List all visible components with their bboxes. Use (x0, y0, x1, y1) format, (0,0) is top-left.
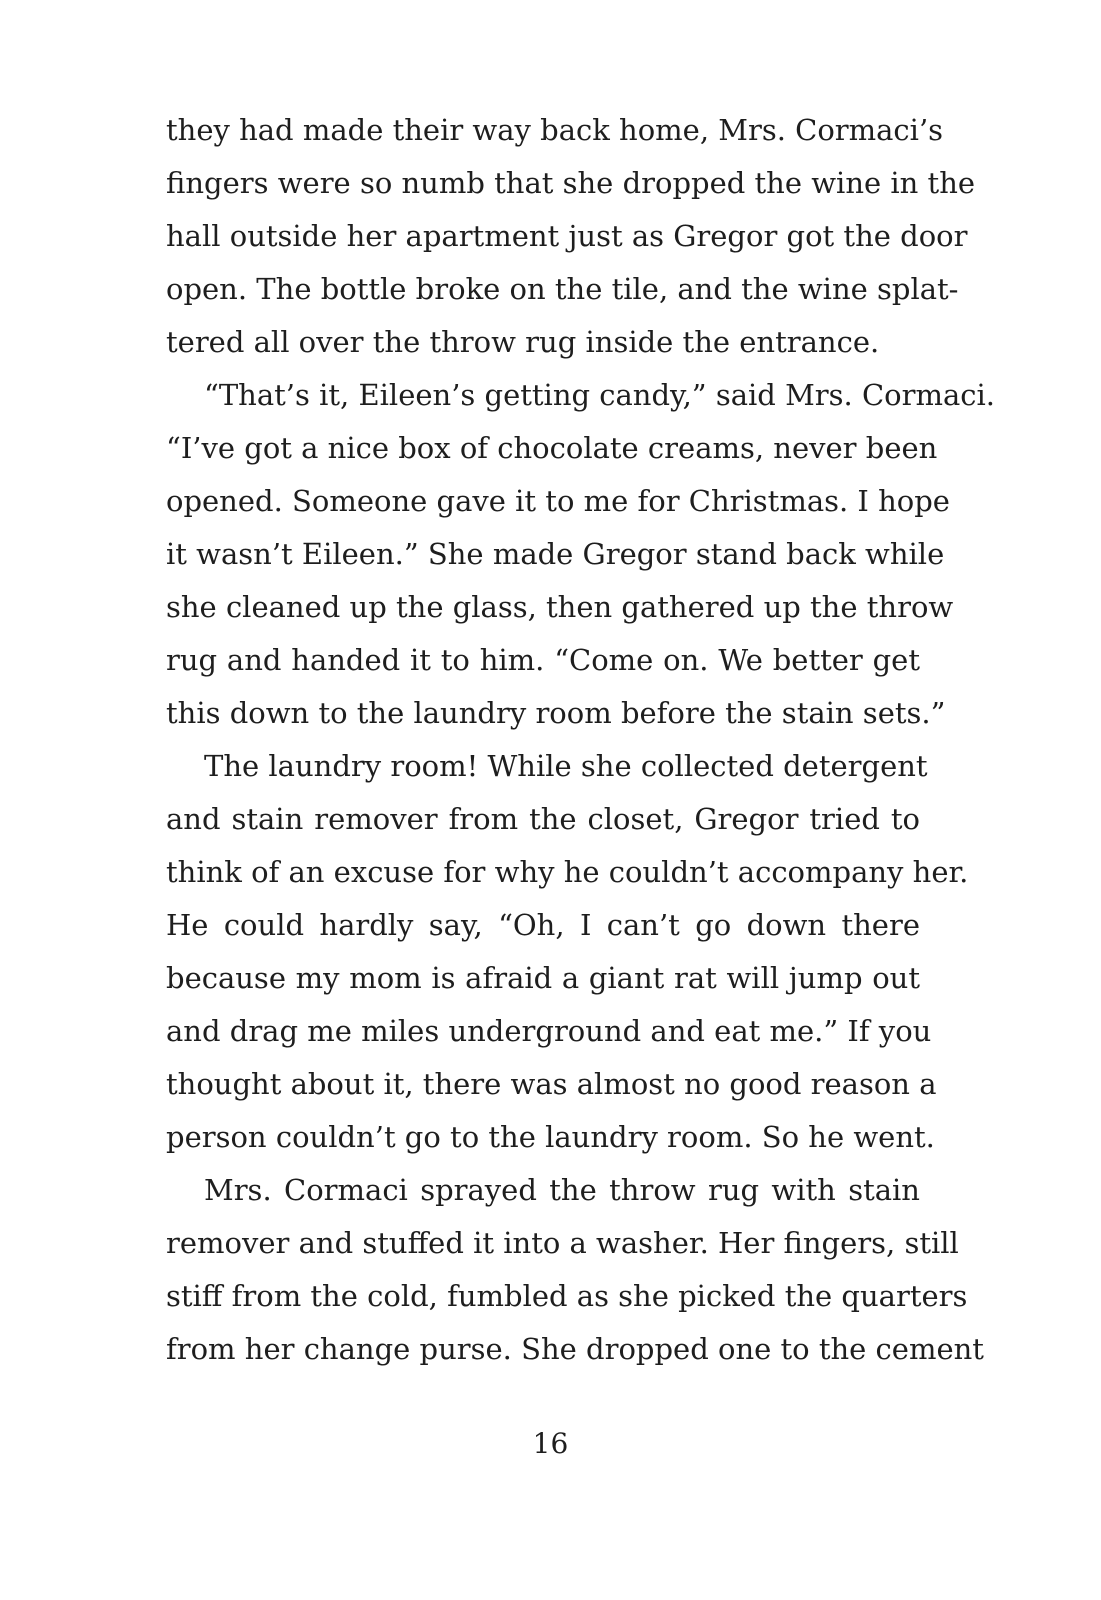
text-line: fingers were so numb that she dropped the wine in the (166, 166, 976, 200)
text-line: this down to the laundry room before the stain sets.” (166, 696, 946, 730)
text-line: He could hardly say, “Oh, I can’t go down there (166, 908, 920, 942)
text-line: think of an excuse for why he couldn’t accompany her. (166, 855, 969, 889)
text-line: opened. Someone gave it to me for Christmas. I hope (166, 484, 950, 518)
text-line: rug and handed it to him. “Come on. We better get (166, 643, 920, 677)
text-line: remover and stuffed it into a washer. Her fingers, still (166, 1226, 959, 1260)
text-line: from her change purse. She dropped one to the cement (166, 1332, 984, 1366)
text-line: and drag me miles underground and eat me.” If you (166, 1014, 932, 1048)
text-line: The laundry room! While she collected detergent (204, 749, 928, 783)
text-line: because my mom is afraid a giant rat will jump out (166, 961, 920, 995)
text-line: “I’ve got a nice box of chocolate creams, never been (166, 431, 938, 465)
body-text (166, 104, 995, 1376)
text-line: it wasn’t Eileen.” She made Gregor stand back while (166, 537, 945, 571)
text-line: and stain remover from the closet, Gregor tried to (166, 802, 920, 836)
text-line: person couldn’t go to the laundry room. So he went. (166, 1120, 935, 1154)
text-line: they had made their way back home, Mrs. Cormaci’s (166, 113, 944, 147)
text-line: stiff from the cold, fumbled as she picked the quarters (166, 1279, 968, 1313)
text-line: open. The bottle broke on the tile, and the wine splat- (166, 272, 959, 306)
text-line: Mrs. Cormaci sprayed the throw rug with stain (204, 1173, 920, 1207)
page-number: 16 (532, 1427, 569, 1460)
text-line: thought about it, there was almost no good reason a (166, 1067, 937, 1101)
text-line: “That’s it, Eileen’s getting candy,” said Mrs. Cormaci. (204, 378, 995, 412)
text-line: tered all over the throw rug inside the entrance. (166, 325, 880, 359)
text-line: hall outside her apartment just as Gregor got the door (166, 219, 968, 253)
text-line: she cleaned up the glass, then gathered up the throw (166, 590, 954, 624)
